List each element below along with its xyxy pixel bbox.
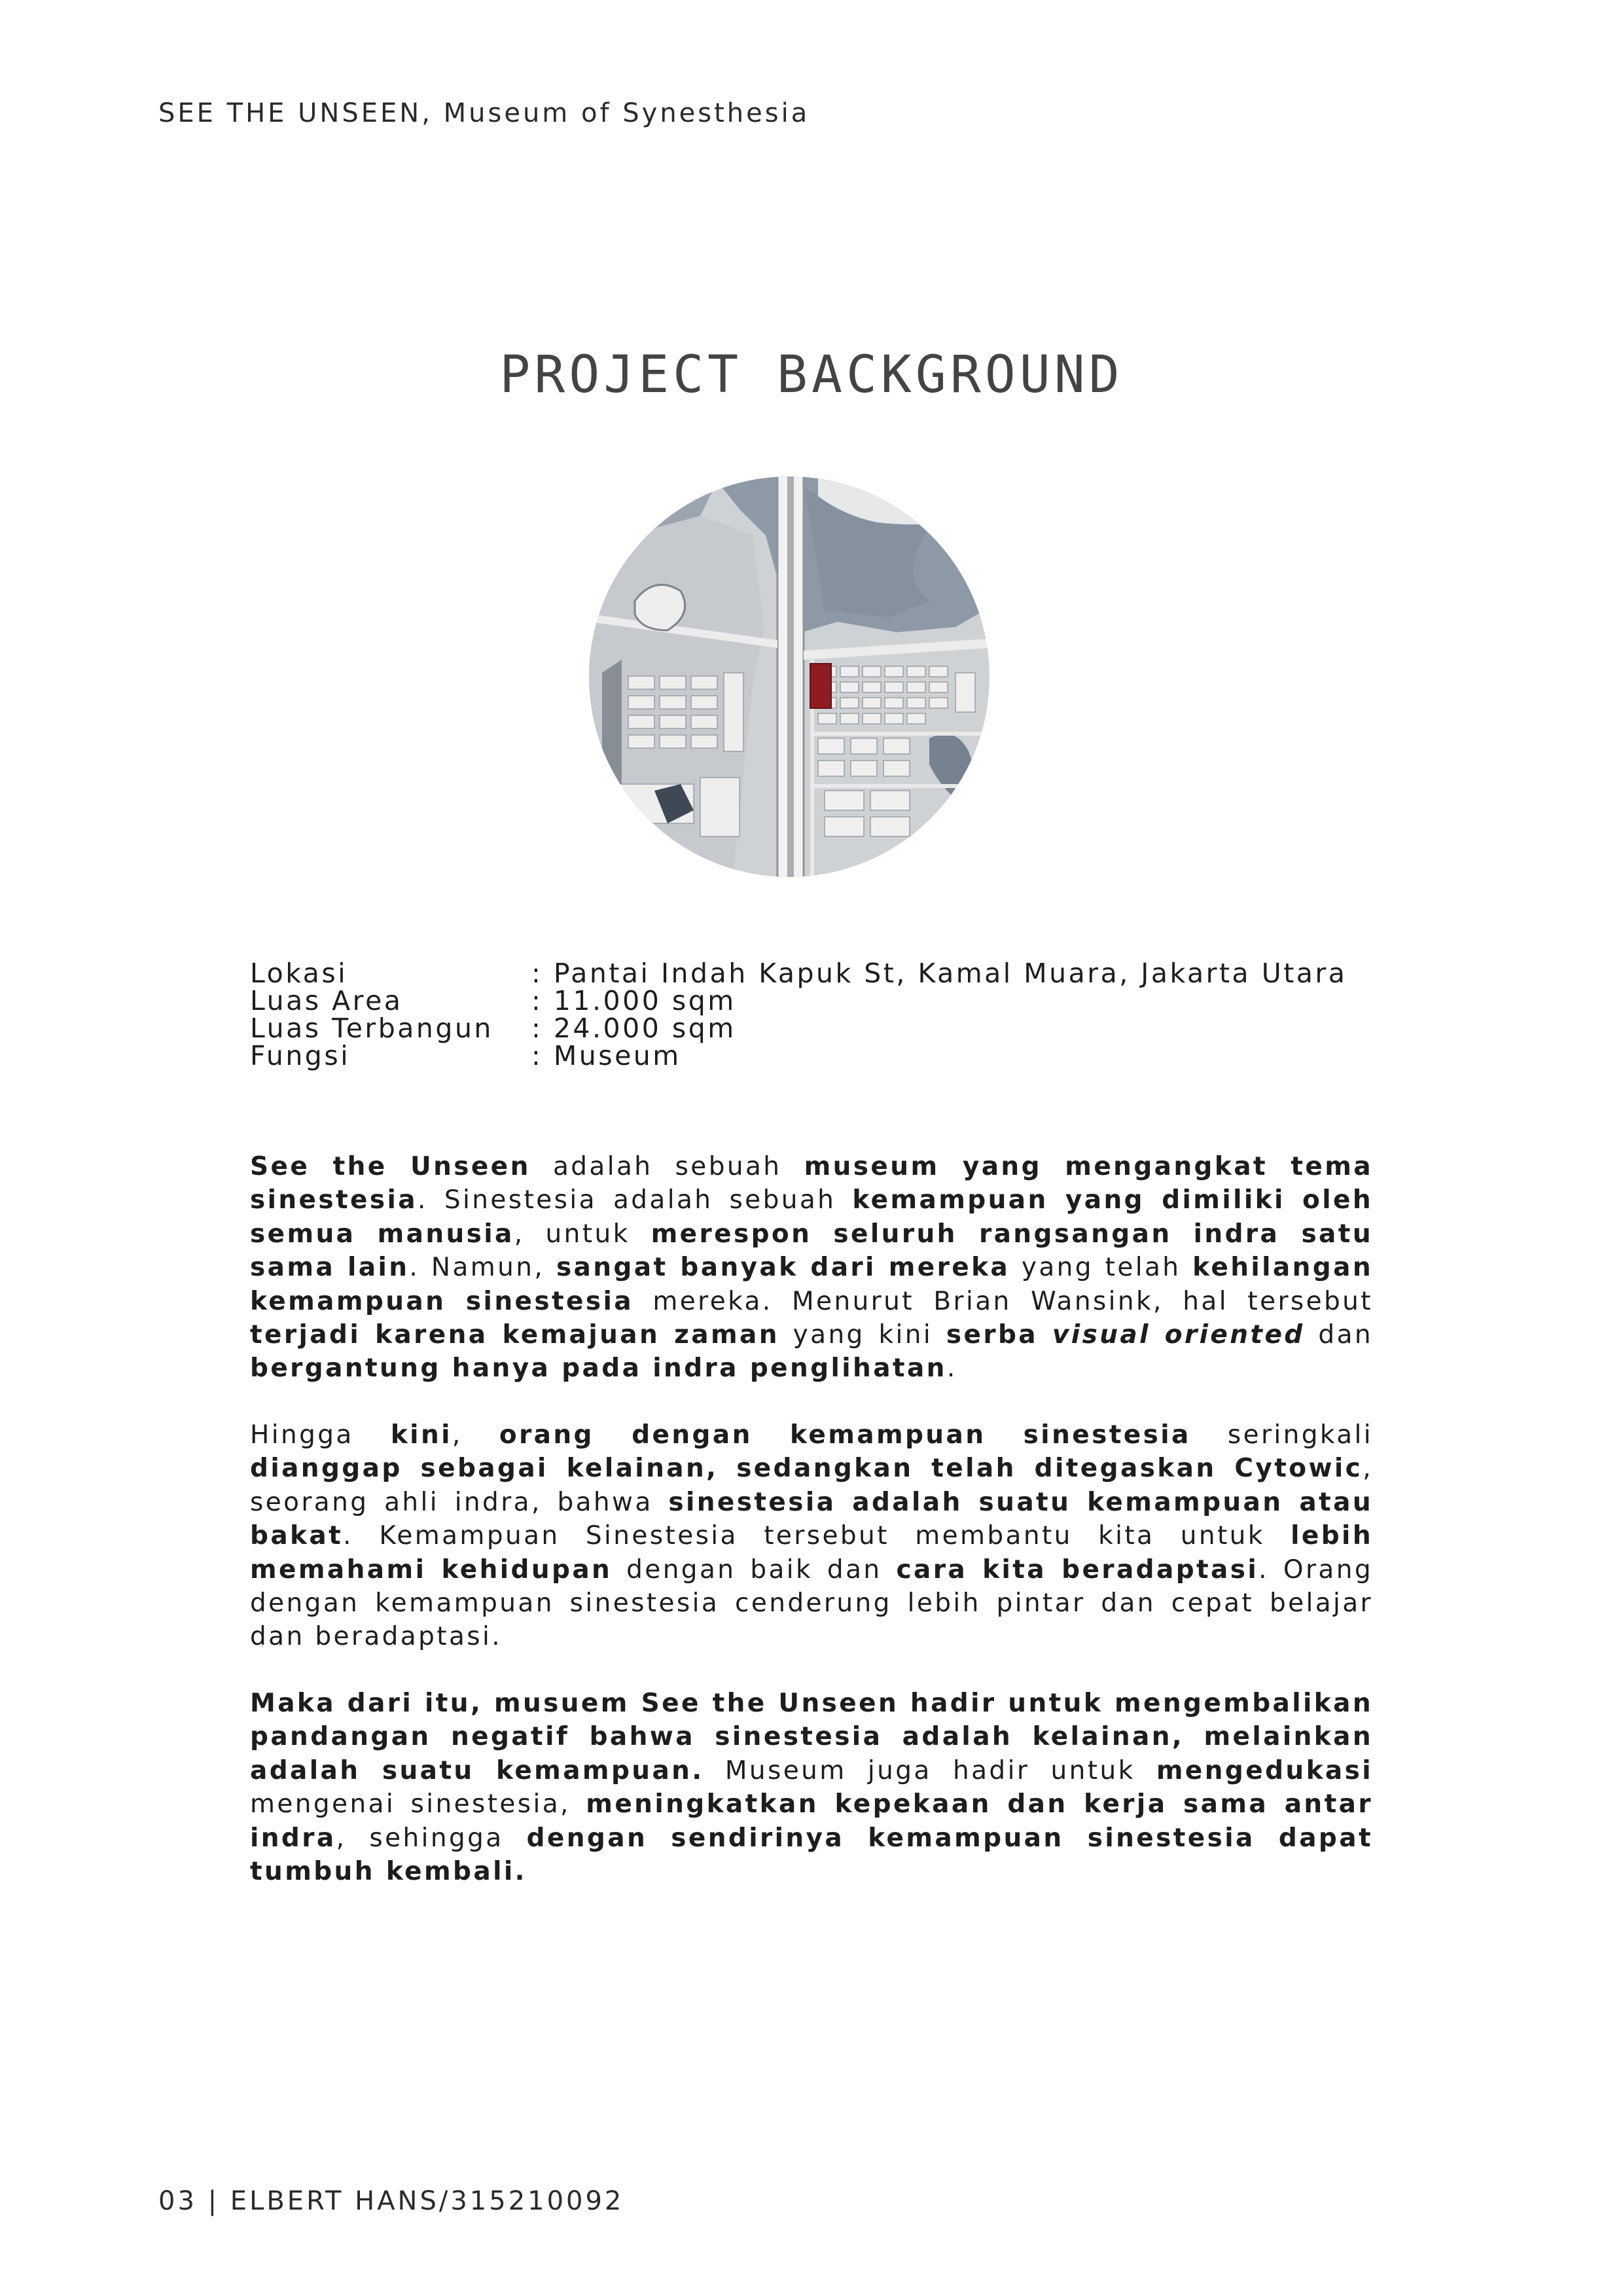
- text-run: dengan baik dan: [612, 1554, 897, 1585]
- info-row-fungsi: [250, 1042, 1347, 1069]
- site-plan-map: [589, 476, 990, 877]
- text-run: lebih memahami kehidupan: [250, 1521, 1373, 1585]
- text-run: . Namun,: [409, 1253, 556, 1283]
- text-run: .: [946, 1354, 957, 1384]
- text-run: seringkali: [1190, 1420, 1373, 1450]
- info-label: Luas Terbangun: [250, 1013, 493, 1044]
- text-run: merespon seluruh rangsangan indra satu sama lain: [250, 1219, 1373, 1283]
- text-run: Museum juga hadir untuk: [704, 1755, 1156, 1785]
- text-run: dianggap sebagai kelainan, sedangkan telah ditegaskan Cytowic: [250, 1454, 1363, 1484]
- info-label: Lokasi: [250, 958, 348, 989]
- text-run: mengenai sinestesia,: [250, 1789, 586, 1820]
- text-run: dan: [1304, 1320, 1373, 1350]
- text-run: See the Unseen: [250, 1152, 531, 1181]
- info-value: : 11.000 sqm: [531, 985, 736, 1016]
- text-run: sangat banyak dari mereka: [556, 1253, 1010, 1283]
- text-run: sinestesia adalah suatu kemampuan atau bakat: [250, 1487, 1373, 1551]
- text-run: meningkatkan kepekaan dan kerja sama antar indra: [250, 1789, 1373, 1853]
- text-run: mengedukasi: [1156, 1755, 1374, 1785]
- text-run: orang dengan kemampuan sinestesia: [499, 1420, 1191, 1450]
- text-run: , sehingga: [336, 1823, 527, 1853]
- text-run: adalah sebuah: [530, 1152, 804, 1181]
- info-row-luas-area: [250, 987, 1347, 1014]
- text-run: terjadi karena kemajuan zaman: [250, 1320, 779, 1350]
- page-footer: 03 | ELBERT HANS/315210092: [158, 2186, 624, 2216]
- info-value: : Museum: [531, 1040, 681, 1071]
- text-run: cara kita beradaptasi: [896, 1554, 1259, 1585]
- text-run: . Sinestesia adalah sebuah: [418, 1185, 853, 1215]
- running-header: SEE THE UNSEEN, Museum of Synesthesia: [158, 98, 810, 128]
- text-run: dengan sendirinya kemampuan sinestesia dapat tumbuh kembali.: [250, 1823, 1373, 1887]
- info-label: Fungsi: [250, 1040, 351, 1071]
- text-run: serba: [946, 1320, 1052, 1350]
- text-run: bergantung hanya pada indra penglihatan: [250, 1354, 947, 1384]
- text-run: kini: [390, 1420, 452, 1450]
- text-run: yang telah: [1010, 1253, 1193, 1283]
- text-run: museum yang mengangkat tema sinestesia: [250, 1152, 1373, 1215]
- background-paragraph-1: [250, 1150, 1373, 1386]
- text-run: . Orang dengan kemampuan sinestesia cenderung lebih pintar dan cepat belajar dan beradaptasi.: [250, 1554, 1373, 1652]
- background-paragraph-3: [250, 1687, 1373, 1888]
- text-run: mereka. Menurut Brian Wansink, hal tersebut: [633, 1286, 1373, 1316]
- text-run: , seorang ahli indra, bahwa: [250, 1454, 1373, 1517]
- text-run: Maka dari itu, musuem See the Unseen hadir untuk mengembalikan pandangan negatif bahwa sinestesia adalah kelainan, melainkan adalah suatu kemampuan.: [250, 1689, 1373, 1785]
- info-label: Luas Area: [250, 985, 403, 1016]
- text-run: ,: [452, 1420, 499, 1450]
- text-run: . Kemampuan Sinestesia tersebut membantu kita untuk: [343, 1521, 1291, 1551]
- text-run: Hingga: [250, 1420, 391, 1450]
- text-run: visual oriented: [1052, 1320, 1305, 1350]
- text-run: , untuk: [514, 1219, 651, 1249]
- page-title: PROJECT BACKGROUND: [499, 346, 1124, 404]
- info-row-lokasi: [250, 960, 1347, 987]
- project-info-table: [250, 960, 1347, 1069]
- text-run: kehilangan kemampuan sinestesia: [250, 1253, 1373, 1316]
- info-row-luas-terbangun: [250, 1014, 1347, 1042]
- text-run: yang kini: [779, 1320, 946, 1350]
- info-value: : Pantai Indah Kapuk St, Kamal Muara, Jakarta Utara: [531, 958, 1347, 989]
- site-marker: [810, 664, 831, 708]
- text-run: kemampuan yang dimiliki oleh semua manusia: [250, 1185, 1374, 1249]
- info-value: : 24.000 sqm: [531, 1013, 736, 1044]
- background-paragraph-2: [250, 1418, 1373, 1654]
